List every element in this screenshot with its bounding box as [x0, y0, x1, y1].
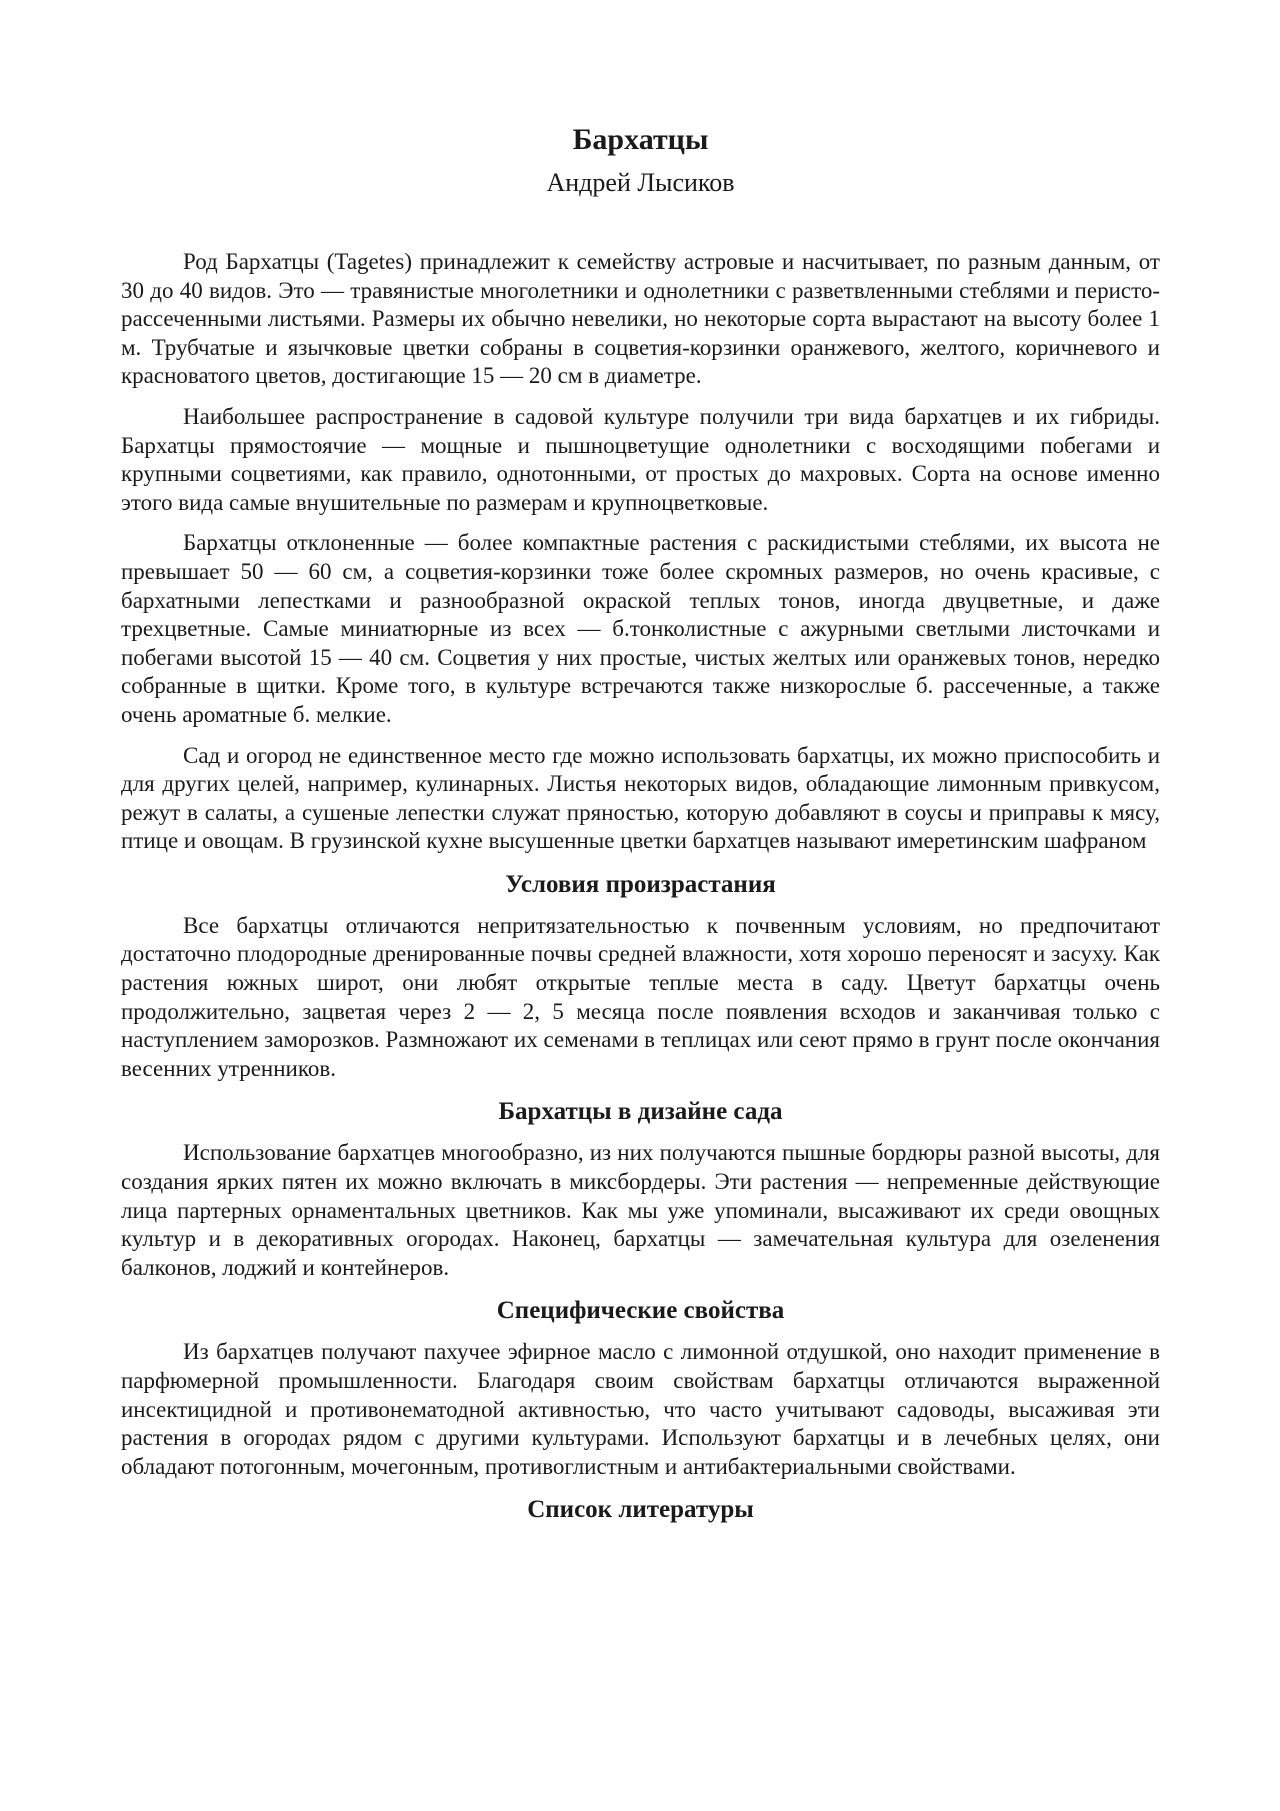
document-author: Андрей Лысиков	[546, 168, 735, 197]
paragraph-intro-3: Бархатцы отклоненные — более компактные растения с раскидистыми стеблями, их высота не превышает 50 — 60 см, а соцветия-корзинки тоже более скромных размеров, но очень красивые, с бархатными лепестками и разнообразной окраской теплых тонов, иногда двуцветные, и даже трехцветные. Самые миниатюрные из всех — б.тонколистные с ажурными светлыми листочками и побегами высотой 15 — 40 см. Соцветия у них простые, чистых желтых или оранжевых тонов, нередко собранные в щитки. Кроме того, в культуре встречаются также низкорослые б. рассеченные, а также очень ароматные б. мелкие.	[121, 530, 1160, 727]
paragraph-intro-4: Сад и огород не единственное место где можно использовать бархатцы, их можно приспособить и для других целей, например, кулинарных. Листья некоторых видов, обладающие лимонным привкусом, режут в салаты, а сушеные лепестки служат пряностью, которую добавляют в соусы и приправы к мясу, птице и овощам. В грузинской кухне высушенные цветки бархатцев называют имеретинским шафраном	[121, 742, 1160, 854]
paragraph-specific-properties: Из бархатцев получают пахучее эфирное масло с лимонной отдушкой, оно находит применение в парфюмерной промышленности. Благодаря своим свойствам бархатцы отличаются выраженной инсектицидной и противонематодной активностью, что часто учитывают садоводы, высаживая эти растения в огородах рядом с другими культурами. Используют бархатцы и в лечебных целях, они обладают потогонным, мочегонным, противоглистным и антибактериальными свойствами.	[121, 1339, 1160, 1479]
paragraph-intro-1: Род Бархатцы (Tagetes) принадлежит к семейству астровые и насчитывает, по разным данным, от 30 до 40 видов. Это — травянистые многолетники и однолетники с разветвленными стеблями и перисто-рассеченными листьями. Размеры их обычно невелики, но некоторые сорта вырастают на высоту более 1 м. Трубчатые и язычковые цветки собраны в соцветия-корзинки оранжевого, желтого, коричневого и красноватого цветов, достигающие 15 — 20 см в диаметре.	[121, 249, 1160, 389]
document-title: Бархатцы	[572, 123, 709, 156]
paragraph-intro-2: Наибольшее распространение в садовой культуре получили три вида бархатцев и их гибриды. Бархатцы прямостоячие — мощные и пышноцветущие однолетники с восходящими побегами и крупными соцветиями, как правило, однотонными, от простых до махровых. Сорта на основе именно этого вида самые внушительные по размерам и крупноцветковые.	[121, 403, 1160, 515]
document-content	[121, 118, 1160, 1537]
heading-specific-properties: Специфические свойства	[496, 1297, 785, 1325]
paragraph-growing-conditions: Все бархатцы отличаются непритязательностью к почвенным условиям, но предпочитают достаточно плодородные дренированные почвы средней влажности, хотя хорошо переносят и засуху. Как растения южных широт, они любят открытые теплые места в саду. Цветут бархатцы очень продолжительно, зацветая через 2 — 2, 5 месяца после появления всходов и заканчивая только с наступлением заморозков. Размножают их семенами в теплицах или сеют прямо в грунт после окончания весенних утренников.	[121, 912, 1160, 1081]
paragraph-garden-design: Использование бархатцев многообразно, из них получаются пышные бордюры разной высоты, для создания ярких пятен их можно включать в миксбордеры. Эти растения — непременные действующие лица партерных орнаментальных цветников. Как мы уже упоминали, высаживают их среди овощных культур и в декоративных огородах. Наконец, бархатцы — замечательная культура для озеленения балконов, лоджий и контейнеров.	[121, 1140, 1160, 1280]
heading-references: Список литературы	[527, 1496, 754, 1524]
heading-growing-conditions: Условия произрастания	[505, 870, 776, 898]
title-spacer	[121, 202, 1160, 248]
heading-garden-design: Бархатцы в дизайне сада	[498, 1098, 783, 1126]
